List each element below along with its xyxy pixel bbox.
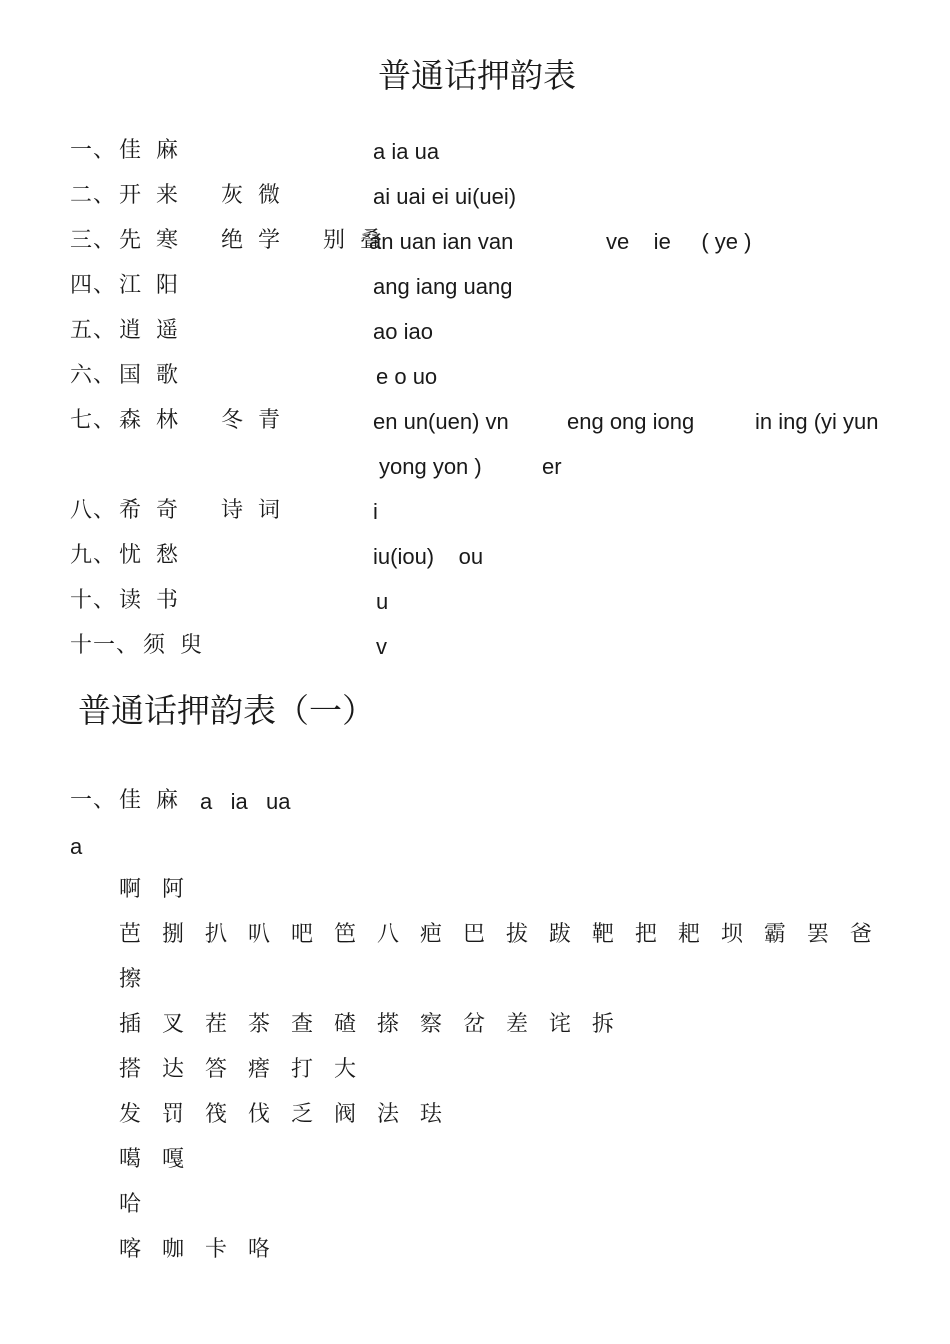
row-number: 一、 xyxy=(70,138,117,163)
section-title: 普通话押韵表（一） xyxy=(78,691,375,730)
row-pinyin-continued: yong yon ) xyxy=(379,454,482,479)
char-line: 喀 咖 卡 咯 xyxy=(119,1237,277,1262)
section-chars: 佳 麻 xyxy=(119,788,179,813)
row-pinyin: iu(iou) ou xyxy=(373,544,484,569)
char-line: 搭 达 答 瘩 打 大 xyxy=(119,1057,363,1082)
page-title: 普通话押韵表 xyxy=(378,56,576,95)
row-chars: 忧 愁 xyxy=(119,543,179,568)
row-number: 七、 xyxy=(70,408,117,433)
row-chars: 逍 遥 xyxy=(119,318,179,343)
row-pinyin: ang iang uang xyxy=(373,274,513,299)
row-pinyin-extra: in ing (yi yun xyxy=(755,409,879,434)
row-number: 三、 xyxy=(70,228,117,253)
row-pinyin-extra: ve ie ( ye ) xyxy=(606,229,752,254)
row-pinyin: u xyxy=(376,589,389,614)
row-number: 六、 xyxy=(70,363,117,388)
row-pinyin: e o uo xyxy=(376,364,438,389)
char-line: 哈 xyxy=(119,1192,149,1217)
row-chars: 国 歌 xyxy=(119,363,179,388)
row-pinyin: i xyxy=(373,499,378,524)
row-pinyin: ao iao xyxy=(373,319,433,344)
final-label: a xyxy=(70,834,83,859)
row-pinyin: en un(uen) vn xyxy=(373,409,509,434)
section-pinyin: a ia ua xyxy=(200,789,291,814)
row-chars: 须 臾 xyxy=(143,633,203,658)
row-pinyin: a ia ua xyxy=(373,139,440,164)
char-line: 噶 嘎 xyxy=(119,1147,191,1172)
char-line: 啊 阿 xyxy=(119,877,191,902)
row-pinyin: v xyxy=(376,634,387,659)
row-chars: 读 书 xyxy=(119,588,179,613)
section-number: 一、 xyxy=(70,788,117,813)
char-line: 插 叉 茬 茶 查 碴 搽 察 岔 差 诧 拆 xyxy=(119,1012,621,1037)
row-chars: 佳 麻 xyxy=(119,138,179,163)
char-line: 擦 xyxy=(119,967,149,992)
row-number: 五、 xyxy=(70,318,117,343)
row-number: 二、 xyxy=(70,183,117,208)
row-chars: 森 林 冬 青 xyxy=(119,408,281,433)
row-number: 九、 xyxy=(70,543,117,568)
char-line: 发 罚 筏 伐 乏 阀 法 珐 xyxy=(119,1102,449,1127)
row-pinyin: an uan ian van xyxy=(369,229,514,254)
row-number: 八、 xyxy=(70,498,117,523)
row-chars: 先 寒 绝 学 别 叠 xyxy=(119,228,383,253)
char-line: 芭 捌 扒 叭 吧 笆 八 疤 巴 拔 跋 靶 把 耙 坝 霸 罢 爸 xyxy=(119,922,879,947)
row-number: 十一、 xyxy=(70,633,140,658)
row-pinyin-extra: er xyxy=(542,454,562,479)
row-number: 四、 xyxy=(70,273,117,298)
row-number: 十、 xyxy=(70,588,117,613)
row-chars: 开 来 灰 微 xyxy=(119,183,281,208)
row-chars: 希 奇 诗 词 xyxy=(119,498,281,523)
row-pinyin: ai uai ei ui(uei) xyxy=(373,184,517,209)
row-pinyin-extra: eng ong iong xyxy=(567,409,695,434)
row-chars: 江 阳 xyxy=(119,273,179,298)
